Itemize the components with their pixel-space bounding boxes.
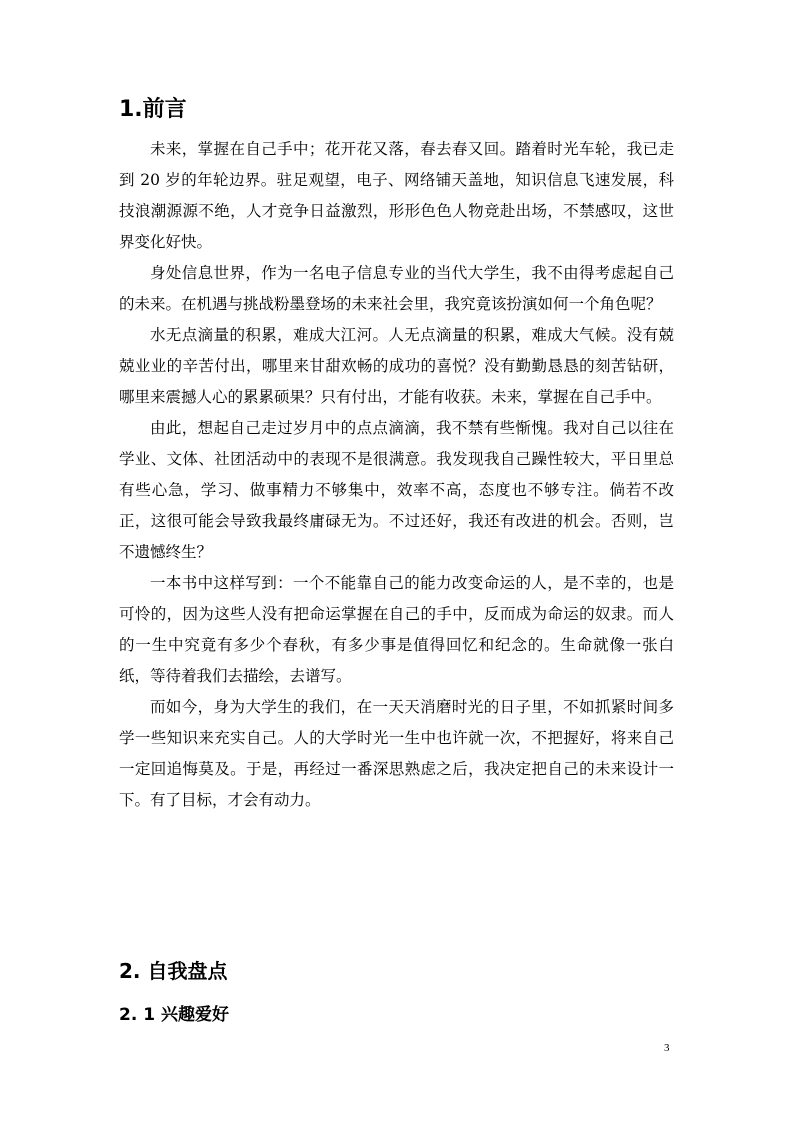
paragraph: 而如今，身为大学生的我们，在一天天消磨时光的日子里，不如抓紧时间多学一些知识来充实自己。人的大学时光一生中也许就一次，不把握好，将来自己一定回追悔莫及。于是，再经过一番深思熟虑之后，我决定把自己的未来设计一下。有了目标，才会有动力。 xyxy=(119,698,674,809)
subsection-heading-interests: 2. 1 兴趣爱好 xyxy=(119,1005,229,1025)
paragraph: 水无点滴量的积累，难成大江河。人无点滴量的积累，难成大气候。没有兢兢业业的辛苦付出，哪里来甘甜欢畅的成功的喜悦？没有勤勤恳恳的刻苦钻研，哪里来震撼人心的累累硕果？只有付出，才能有收获。未来，掌握在自己手中。 xyxy=(119,326,674,406)
section-heading-preface: 1.前言 xyxy=(119,97,187,122)
paragraph: 未来，掌握在自己手中；花开花又落，春去春又回。踏着时光车轮，我已走到 20 岁的年轮边界。驻足观望，电子、网络铺天盖地，知识信息飞速发展，科技浪潮源源不绝，人才竞争日益激烈，形形色色人物竞赴出场，不禁感叹，这世界变化好快。 xyxy=(119,140,674,251)
paragraph: 一本书中这样写到：一个不能靠自己的能力改变命运的人，是不幸的，也是可怜的，因为这些人没有把命运掌握在自己的手中，反而成为命运的奴隶。而人的一生中究竟有多少个春秋，有多少事是值得回忆和纪念的。生命就像一张白纸，等待着我们去描绘，去谱写。 xyxy=(119,574,674,685)
preface-body xyxy=(119,134,674,816)
section-heading-self-inventory: 2. 自我盘点 xyxy=(119,959,228,983)
paragraph: 身处信息世界，作为一名电子信息专业的当代大学生，我不由得考虑起自己的未来。在机遇与挑战粉墨登场的未来社会里，我究竟该扮演如何一个角色呢？ xyxy=(119,264,674,313)
page-number: 3 xyxy=(664,1042,670,1054)
paragraph: 由此，想起自己走过岁月中的点点滴滴，我不禁有些惭愧。我对自己以往在学业、文体、社团活动中的表现不是很满意。我发现我自己躁性较大，平日里总有些心急，学习、做事精力不够集中，效率不高，态度也不够专注。倘若不改正，这很可能会导致我最终庸碌无为。不过还好，我还有改进的机会。否则，岂不遗憾终生？ xyxy=(119,419,674,561)
